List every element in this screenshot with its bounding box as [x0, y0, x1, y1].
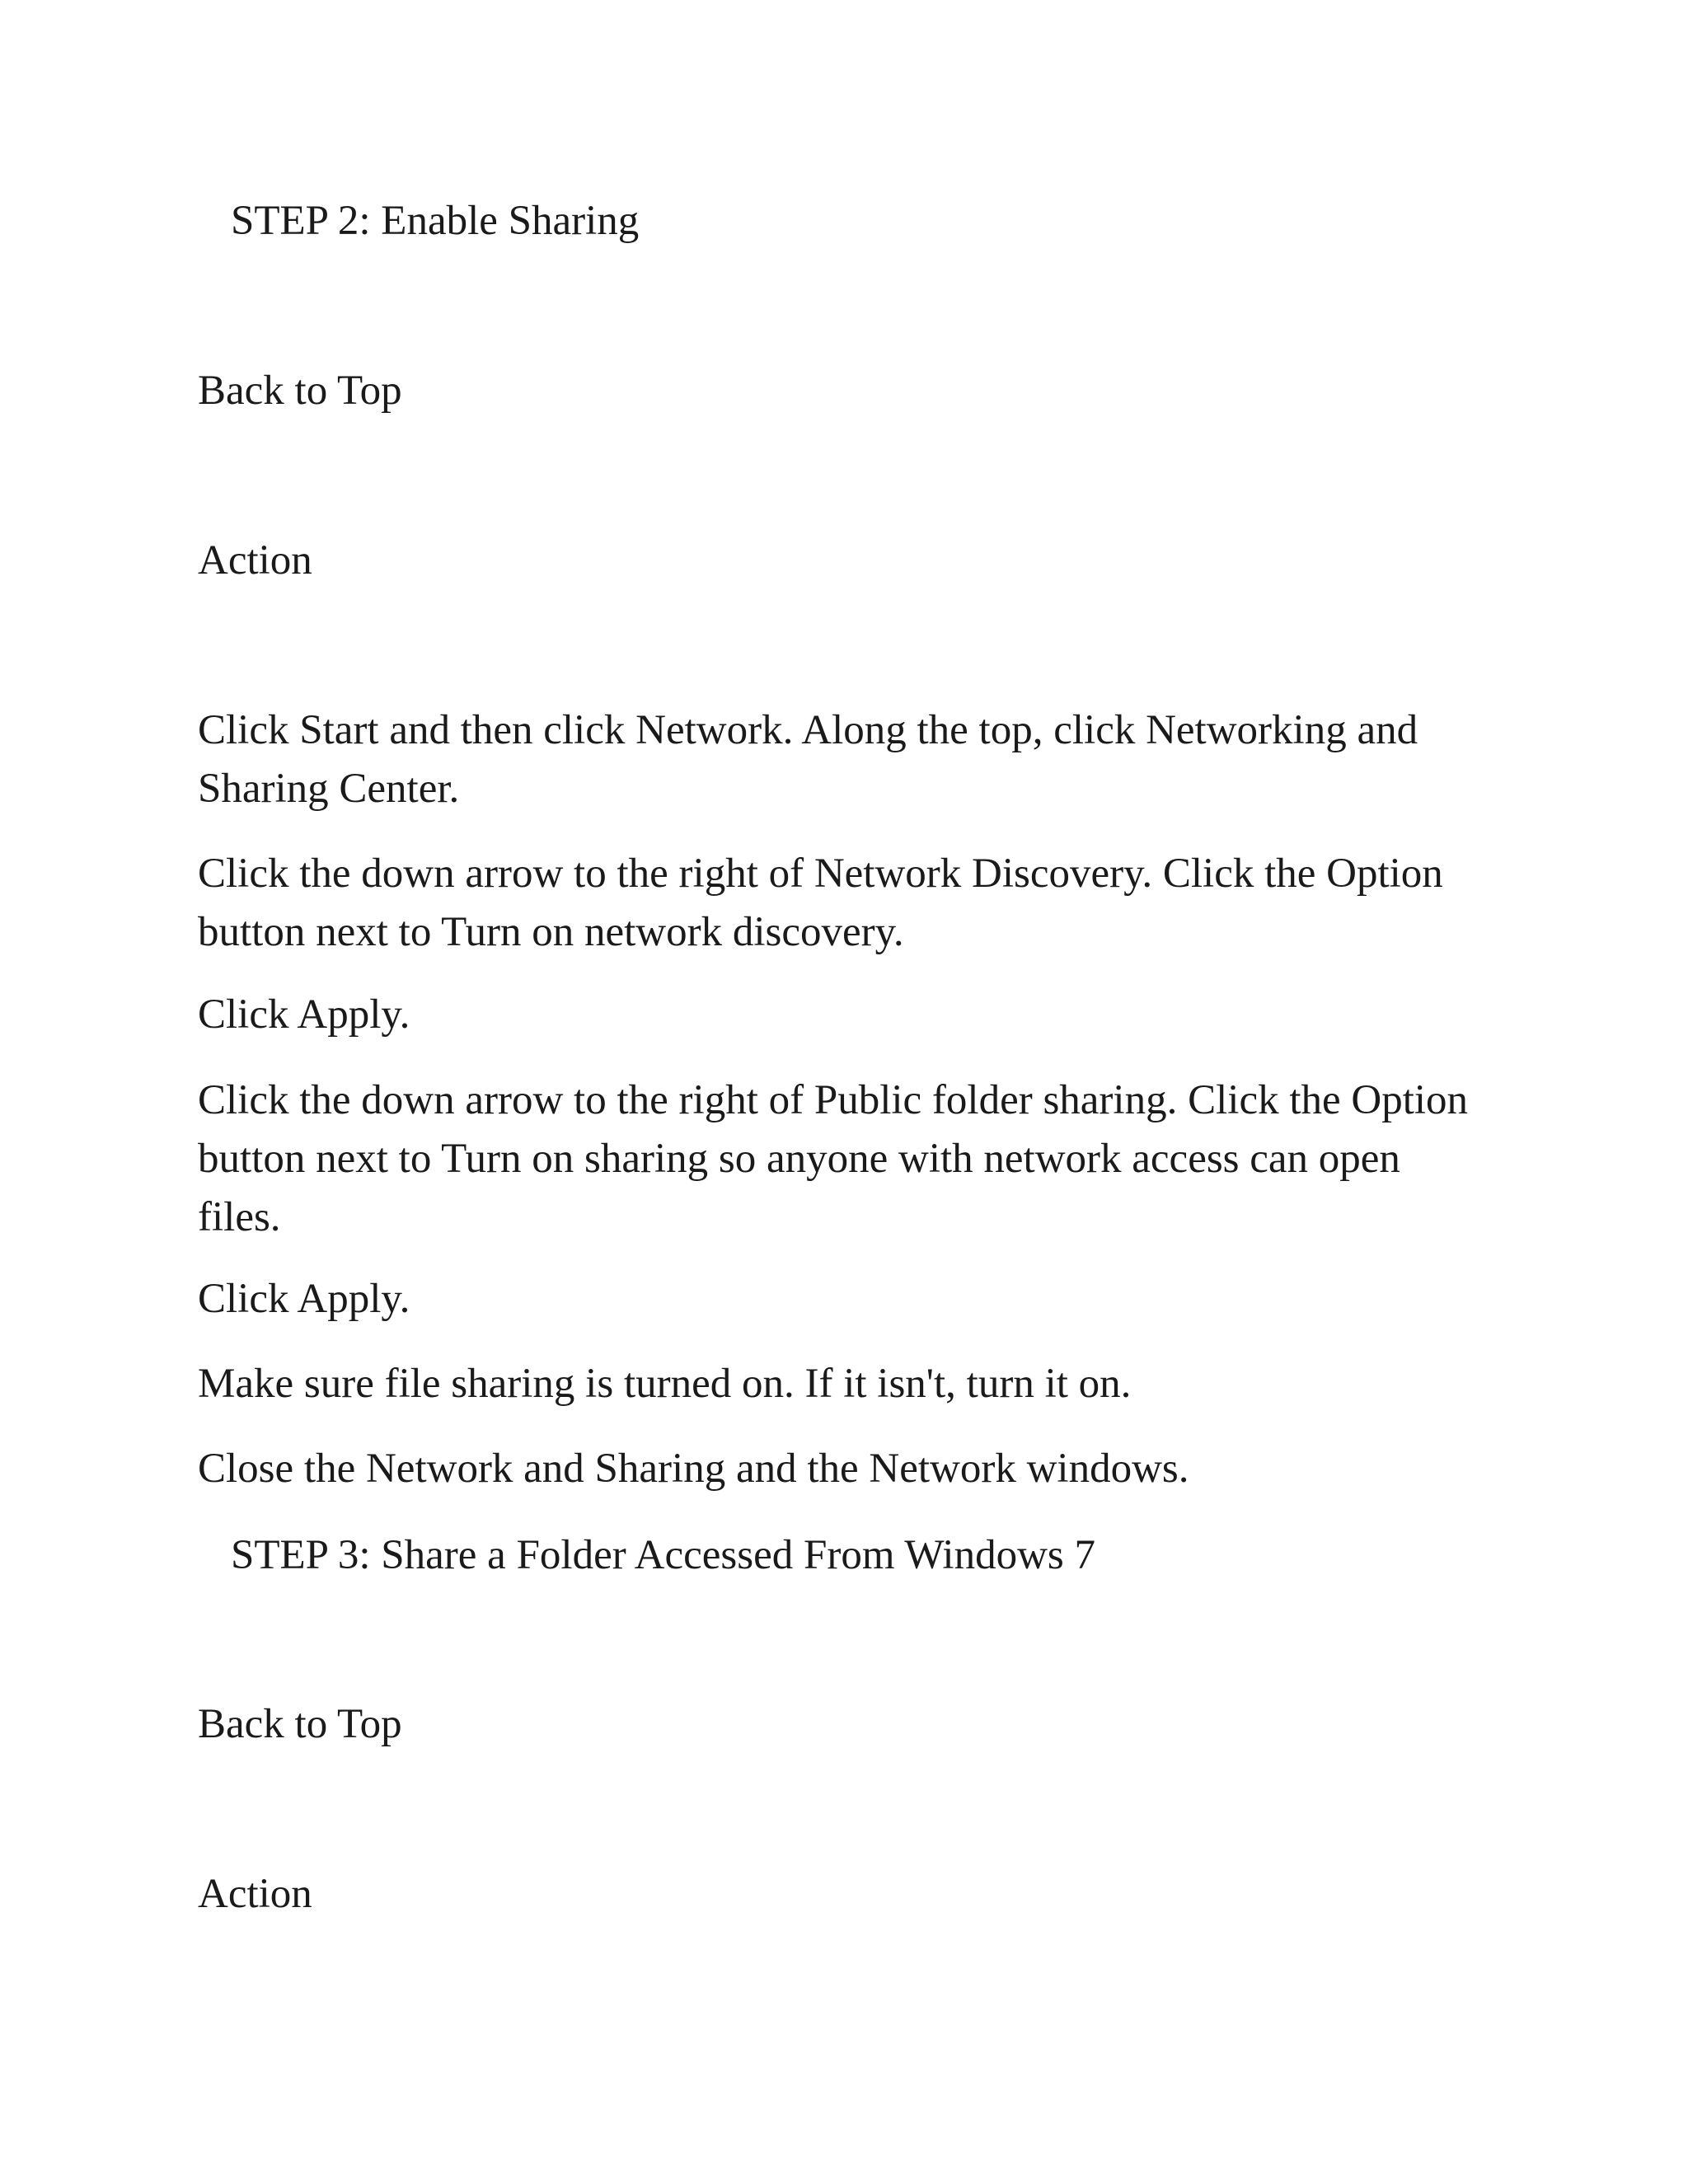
- back-to-top-link-2[interactable]: Back to Top: [198, 1701, 402, 1747]
- instruction-6: Make sure file sharing is turned on. If it isn't, turn it on.: [198, 1361, 1132, 1407]
- step-3-heading: STEP 3: Share a Folder Accessed From Windows 7: [231, 1532, 1096, 1578]
- instruction-7: Close the Network and Sharing and the Network windows.: [198, 1446, 1189, 1492]
- step-2-heading: STEP 2: Enable Sharing: [231, 198, 640, 244]
- action-label: Action: [198, 537, 312, 583]
- back-to-top-link[interactable]: Back to Top: [198, 368, 402, 414]
- action-label-2: Action: [198, 1871, 312, 1917]
- instruction-3: Click Apply.: [198, 991, 410, 1038]
- instruction-1: Click Start and then click Network. Along the top, click Networking and Sharing Center.: [198, 707, 1418, 812]
- instruction-2: Click the down arrow to the right of Network Discovery. Click the Option button next to Turn on network discovery.: [198, 851, 1443, 955]
- instruction-5: Click Apply.: [198, 1276, 410, 1322]
- instruction-4: Click the down arrow to the right of Public folder sharing. Click the Option button next to Turn on sharing so anyone with network access can open files.: [198, 1077, 1469, 1240]
